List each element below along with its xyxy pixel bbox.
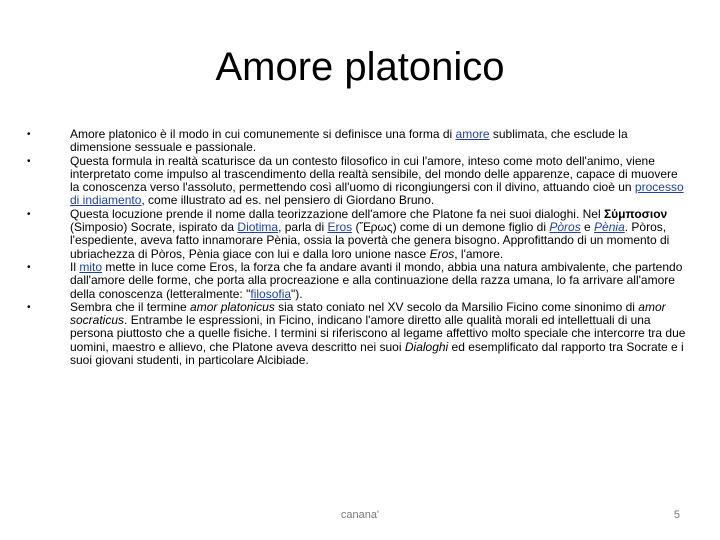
- bullet-item-myth: [27, 261, 687, 301]
- bullet-item-ficino: [27, 301, 687, 367]
- greek-title: Σύμποσιον: [603, 206, 668, 221]
- bullet-text: Questa locuzione prende il nome dalla teorizzazione dell'amore che Platone fa nei suoi dialoghi. Nel: [70, 206, 604, 221]
- bullet-item-symposium: [27, 208, 687, 261]
- slide-footer: canana': [340, 509, 380, 521]
- bullet-text: Questa formula in realtà scaturisce da un contesto filosofico in cui l'amore, inteso come moto dell'animo, viene interpretato come impulso al trascendimento della realtà sensibile, del mondo delle apparenze, capace di muovere la conoscenza verso l'assoluto, permettendo così all'uomo di ricongiungersi con il divino, attuando cioè un: [70, 153, 678, 195]
- bullet-text: e: [580, 220, 595, 235]
- bullet-text: , come illustrato ad es. nel pensiero di Giordano Bruno.: [141, 193, 435, 208]
- bullet-text: . Entrambe le espressioni, in Ficino, indicano l'amore diretto alle qualità morali ed intellettuali di una persona piuttosto che a quelle fisiche. I termini si riferiscono al legame affettivo molto speciale che intercorre tra due uomini, maestro e allievo, che Platone aveva descritto nei suoi: [70, 313, 686, 354]
- bullet-text: , parla di: [278, 220, 328, 235]
- bullet-text: sia stato coniato nel XV secolo da Marsilio Ficino come sinonimo di: [274, 299, 639, 314]
- bullet-item-definition: [27, 128, 687, 155]
- bullet-icon: •: [27, 129, 31, 140]
- bullet-icon: •: [27, 261, 31, 273]
- bullet-text: ").: [291, 286, 303, 301]
- bullet-text: . Pòros, l'espediente, aveva fatto innamorare Pènia, ossia la povertà che genera bisogno. Approfittando di un momento di ubriachezza di Pòros, Pènia giace con lui e dalla loro unione nasce: [70, 220, 670, 261]
- link-penia[interactable]: Pènia: [594, 220, 625, 235]
- bullet-icon: •: [27, 208, 31, 220]
- bullet-text: , l'amore.: [454, 246, 504, 261]
- link-filosofia[interactable]: filosofia: [250, 286, 292, 301]
- link-amore[interactable]: amore: [455, 127, 490, 141]
- bullet-text: Sembra che il termine: [70, 299, 191, 314]
- slide-title: Amore platonico: [215, 45, 505, 89]
- link-poros[interactable]: Pòros: [549, 220, 581, 235]
- dialoghi-title: Dialoghi: [404, 339, 449, 354]
- page-number: 5: [673, 509, 680, 521]
- bullet-text: mette in luce come Eros, la forza che fa andare avanti il mondo, abbia una natura ambivalente, che partendo dall'amore delle forme, che porta alla procreazione e alla continuazione della razza umana, lo fa arrivare all'amore della conoscenza (letteralmente: ": [70, 259, 683, 301]
- link-mito[interactable]: mito: [79, 259, 103, 274]
- bullet-text: (Simposio) Socrate, ispirato da: [70, 220, 238, 235]
- link-eros[interactable]: Eros: [327, 220, 353, 235]
- bullet-list: [27, 128, 687, 367]
- amor-socraticus-term: amor socraticus: [70, 299, 666, 328]
- amor-platonicus-term: amor platonicus: [190, 299, 275, 314]
- eros-italic: Eros: [429, 246, 455, 261]
- bullet-text: ed esemplificato dal rapporto tra Socrate e i suoi giovani studenti, in particolare Alcibiade.: [70, 339, 684, 368]
- bullet-text: sublimata, che esclude la dimensione sessuale e passionale.: [70, 127, 628, 155]
- bullet-text: Il: [70, 259, 80, 274]
- bullet-item-philosophy: [27, 155, 687, 208]
- bullet-icon: •: [27, 301, 31, 313]
- bullet-text: Amore platonico è il modo in cui comunemente si definisce una forma di: [70, 127, 456, 141]
- bullet-text: (Ἔρως) come di un demone figlio di: [352, 220, 550, 235]
- bullet-icon: •: [27, 155, 31, 167]
- link-diotima[interactable]: Diotima: [237, 220, 279, 235]
- link-processo-di-indiamento[interactable]: processo di indiamento: [70, 180, 684, 208]
